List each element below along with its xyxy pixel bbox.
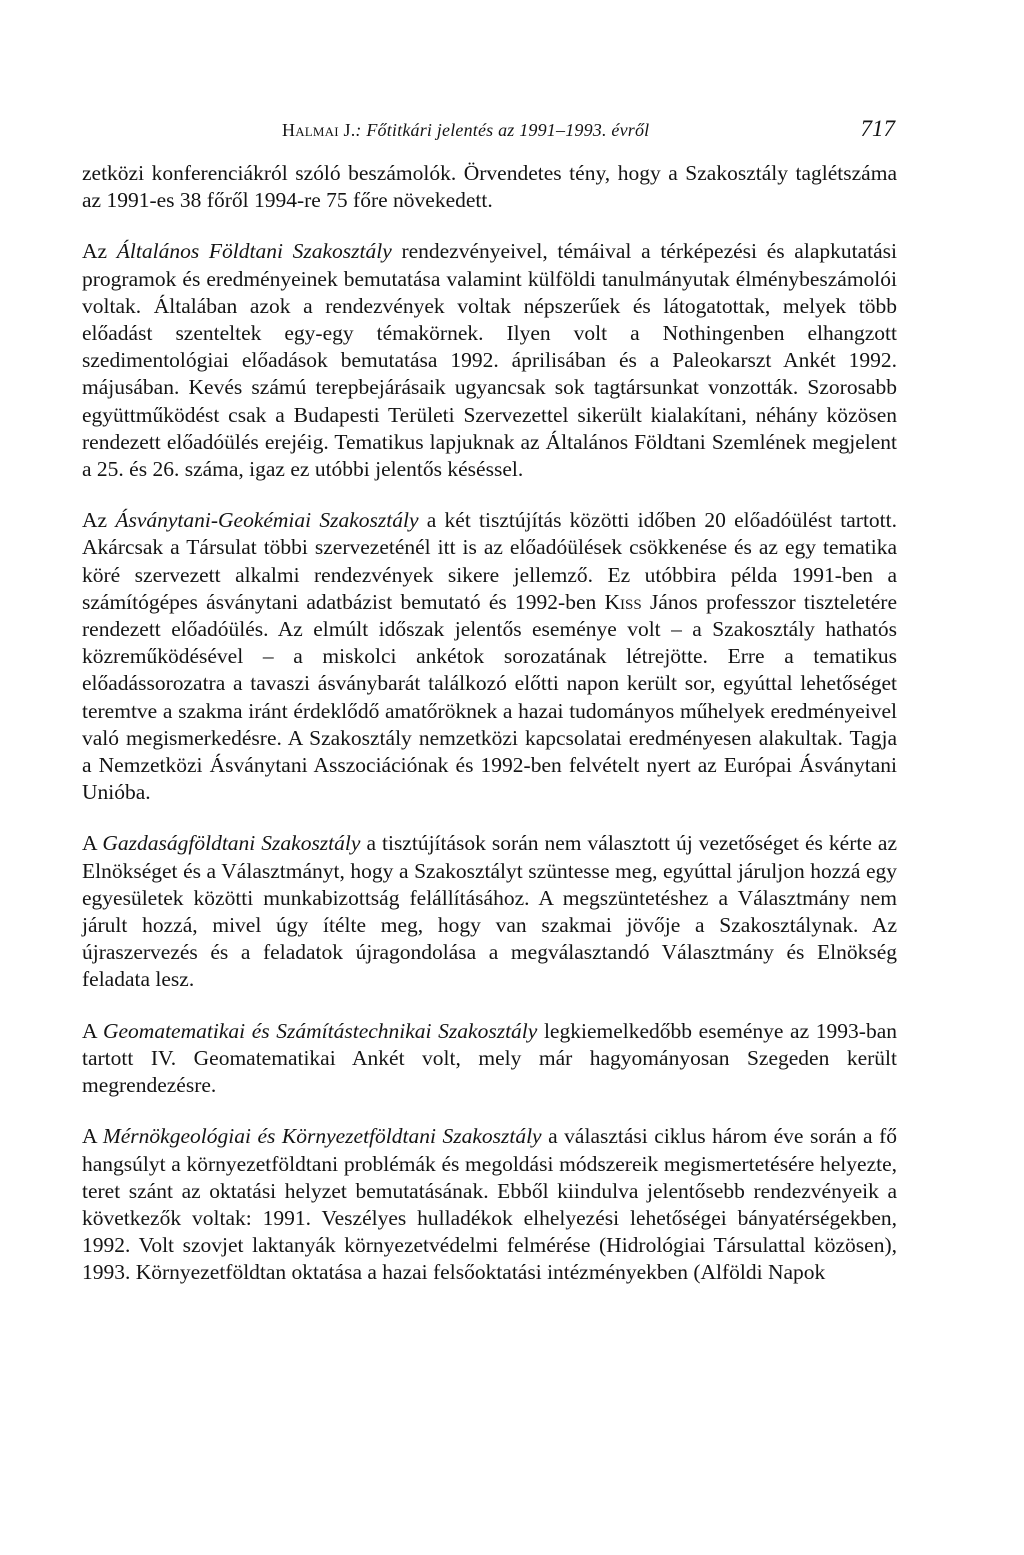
section-name: Mérnökgeológiai és Környezetföldtani Szakosztály — [102, 1124, 542, 1149]
body-text — [82, 160, 897, 1311]
paragraph-altalanos-foldtani — [82, 238, 897, 483]
section-name: Ásványtani-Geokémiai Szakosztály — [115, 508, 419, 533]
paragraph-asvanytani-geokemiai — [82, 507, 897, 806]
paragraph-text: zetközi konferenciákról szóló beszámolók. Örvendetes tény, hogy a Szakosztály taglétszáma az 1991-es 38 főről 1994-re 75 főre növekedett. — [82, 161, 897, 213]
paragraph-text: a két tisztújítás közötti időben 20 előadóülést tartott. Akárcsak a Társulat többi szervezeténél itt is az előadóülések csökkenése és az egy tematika köré szervezett alkalmi rendezvények sikere jellemző. Ez utóbbira példa 1991-ben a számítógépes ásványtani adatbázist bemutató és 1992-ben — [82, 508, 897, 614]
running-head-text — [282, 120, 649, 141]
paragraph-text: a választási ciklus három éve során a fő hangsúlyt a környezetföldtani problémák és megoldási módszereik megismertetésére helyezte, teret szánt az oktatási helyzet bemutatásának. Ebből kiindulva jelentősebb rendezvényeik a következők voltak: 1991. Veszélyes hulladékok elhelyezési lehetőségei bányatérségekben, 1992. Volt szovjet laktanyák környezetvédelmi felmérése (Hidrológiai Társulattal közösen), 1993. Környezetföldtan oktatása a hazai felsőoktatási intézményekben (Alföldi Napok — [82, 1124, 898, 1285]
paragraph-lead: A — [82, 1124, 103, 1149]
paragraph-lead: Az — [82, 239, 117, 264]
paragraph-text-cont: János professzor tiszteletére rendezett előadóülés. Az elmúlt időszak jelentős eseménye volt – a Szakosztály hathatós közreműködésével – a miskolci ankétok sorozatának létrejötte. Erre a tematikus előadássorozatra a tavaszi ásványbarát találkozó előtti napon került sor, egyúttal lehetőséget teremtve a szakma iránt érdeklődő amatőröknek a hazai tudományos műhelyek eredményeivel való megismerkedésre. A Szakosztály nemzetközi kapcsolatai eredményesen alakultak. Tagja a Nemzetközi Ásványtani Asszociációnak és 1992-ben felvételt nyert az Európai Ásványtani Unióba. — [82, 589, 897, 805]
section-name: Gazdaságföldtani Szakosztály — [102, 831, 361, 856]
running-head-title: : Főtitkári jelentés az 1991–1993. évről — [355, 120, 650, 140]
section-name: Általános Földtani Szakosztály — [116, 239, 392, 264]
paragraph-lead: Az — [82, 508, 116, 533]
paragraph-mernokgeologiai — [82, 1123, 897, 1286]
paragraph-gazdasagfoldtani — [82, 830, 897, 993]
paragraph-text: a tisztújítások során nem választott új vezetőséget és kérte az Elnökséget és a Választmányt, hogy a Szakosztályt szüntesse meg, egyúttal járuljon hozzá egy egyesületek közötti munkabizottság felállításához. A megszüntetéshez a Választmány nem járult hozzá, mivel úgy ítélte meg, hogy van szakmai jövője a Szakosztálynak. Az újraszervezés és a feladatok újragondolása a megválasztandó Választmány és Elnökség feladata lesz. — [82, 831, 897, 992]
section-name: Geomatematikai és Számítástechnikai Szakosztály — [102, 1018, 538, 1043]
paragraph-text: legkiemelkedőbb eseménye az 1993-ban tartott IV. Geomatematikai Ankét volt, mely már hagyományosan Szegeden került megrendezésre. — [82, 1018, 897, 1098]
paragraph-lead: A — [82, 1018, 103, 1043]
paragraph-text: rendezvényeivel, témáival a térképezési és alapkutatási programok és eredményeinek bemutatása valamint külföldi tanulmányutak élménybeszámolói voltak. Általában azok a rendezvények voltak népszerűek és látogatottak, melyek több előadást szenteltek egy-egy témakörnek. Ilyen volt a Nothingenben elhangzott szedimentológiai előadások bemutatása 1992. áprilisában és a Paleokarszt Ankét 1992. májusában. Kevés számú terepbejárásaik ugyancsak sok tagtársunkat vonzották. Szorosabb együttműködést csak a Budapesti Területi Szervezettel sikerült kialakítani, néhány közösen rendezett előadóülés erejéig. Tematikus lapjuknak az Általános Földtani Szemlének megjelent a 25. és 26. száma, igaz ez utóbbi jelentős késéssel. — [82, 239, 897, 482]
paragraph-geomatematikai — [82, 1018, 897, 1100]
person-name-kiss: Kiss — [604, 589, 642, 614]
running-head-author: Halmai J. — [282, 120, 356, 140]
page-number: 717 — [860, 116, 895, 141]
running-head — [82, 116, 897, 146]
paragraph-lead: A — [82, 831, 103, 856]
paragraph-continuation — [82, 160, 897, 214]
